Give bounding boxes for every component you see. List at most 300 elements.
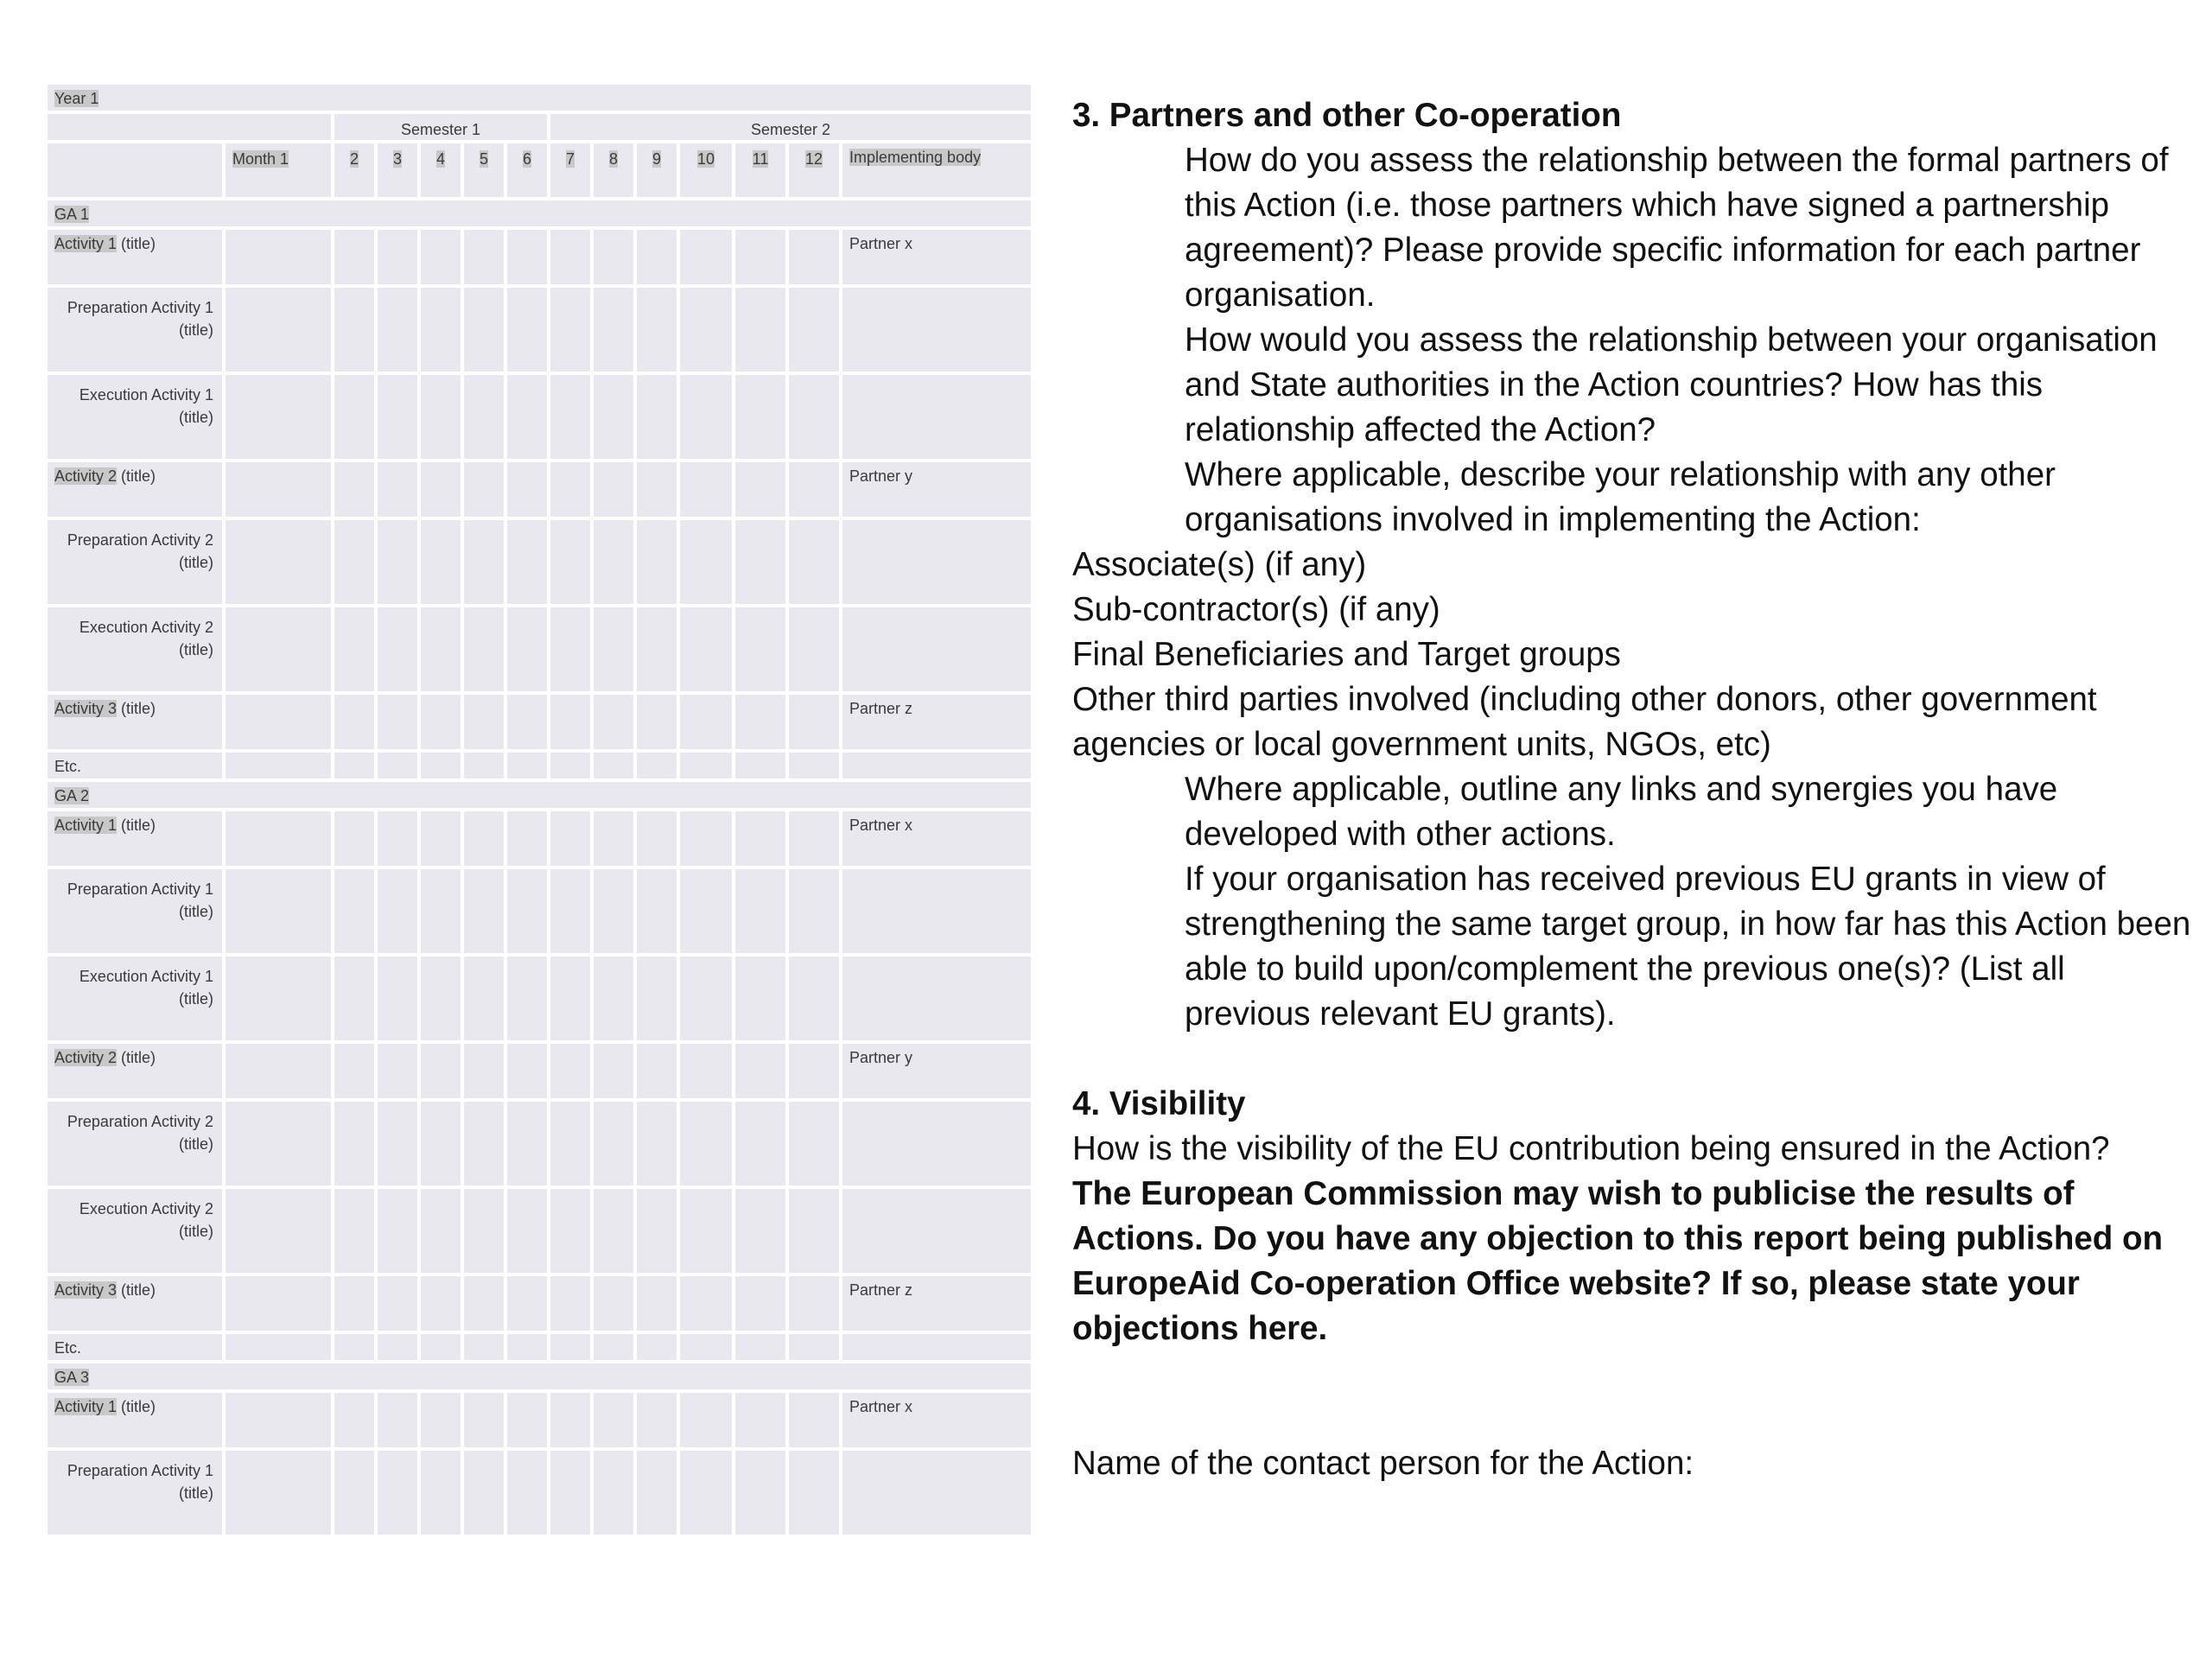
month-cell — [376, 373, 419, 461]
month-cell — [635, 1042, 678, 1100]
month-cell — [592, 693, 635, 751]
month-cell — [787, 1100, 841, 1187]
month-header-cell — [376, 142, 419, 199]
month-cell — [376, 1449, 419, 1536]
question-previous-grants: If your organisation has received previous EU grants in view of strengthening the same target group, in how far has this Action been able to build upon/complement the previous one(s)? (List all previous relevant EU grants). — [1185, 861, 2191, 1033]
sub-activity-cell — [46, 1187, 224, 1274]
month-cell — [376, 751, 419, 780]
month-cell — [592, 955, 635, 1042]
month-cell — [549, 1274, 592, 1332]
month-cell — [419, 1391, 462, 1449]
month-cell — [419, 518, 462, 606]
month-cell — [592, 868, 635, 955]
month-cell — [635, 286, 678, 373]
month-cell — [224, 228, 333, 286]
month-cell — [505, 1187, 549, 1274]
question-partners: How do you assess the relationship between the formal partners of this Action (i.e. those partners which have signed a partnership agreement)? Please provide specific information for each partner organisation. — [1185, 142, 2169, 314]
activity-title-cell — [46, 693, 224, 751]
month-cell — [419, 373, 462, 461]
month-cell — [505, 751, 549, 780]
month-cell — [635, 228, 678, 286]
month-cell — [505, 1042, 549, 1100]
month-header-cell — [678, 142, 734, 199]
month-cell — [376, 810, 419, 868]
activity-title: (title) — [117, 817, 156, 834]
month-cell — [505, 1391, 549, 1449]
year-row — [46, 83, 1033, 112]
month-label: 7 — [565, 150, 575, 168]
month-cell — [376, 1332, 419, 1362]
activity-row — [46, 461, 1033, 518]
month-cell — [787, 228, 841, 286]
month-cell — [549, 1100, 592, 1187]
month-cell — [333, 1391, 376, 1449]
month-cell — [635, 693, 678, 751]
month-cell — [549, 1449, 592, 1536]
implementing-body-cell — [841, 1042, 1033, 1100]
month-cell — [376, 693, 419, 751]
group-label: GA 3 — [54, 1369, 90, 1386]
month-cell — [549, 751, 592, 780]
month-cell — [592, 461, 635, 518]
activity-row — [46, 1042, 1033, 1100]
month-header-cell — [333, 142, 376, 199]
month-cell — [419, 810, 462, 868]
month-cell — [678, 868, 734, 955]
group-label: GA 1 — [54, 206, 90, 223]
etc-row — [46, 751, 1033, 780]
implementing-body-cell — [841, 518, 1033, 606]
month-label: 9 — [652, 150, 661, 168]
month-cell — [635, 518, 678, 606]
month-header-cell — [787, 142, 841, 199]
sub-activity-row — [46, 955, 1033, 1042]
month-cell — [333, 606, 376, 693]
activity-title: (title) — [117, 467, 156, 485]
month-cell — [734, 606, 787, 693]
month-cell — [787, 461, 841, 518]
section-3-title: 3. Partners and other Co-operation — [1072, 97, 1622, 134]
implementing-body-cell — [841, 955, 1033, 1042]
month-cell — [787, 751, 841, 780]
month-cell — [333, 286, 376, 373]
month-cell — [592, 1391, 635, 1449]
partner-label: Partner y — [849, 467, 913, 485]
implementing-body-cell — [841, 228, 1033, 286]
month-cell — [635, 1187, 678, 1274]
month-cell — [505, 606, 549, 693]
month-cell — [734, 868, 787, 955]
month-cell — [376, 1187, 419, 1274]
month-cell — [678, 1332, 734, 1362]
month-cell — [635, 955, 678, 1042]
sub-activity-label: Execution Activity 1 (title) — [79, 968, 213, 1007]
partner-label: Partner z — [849, 700, 913, 717]
month-label: Month 1 — [232, 150, 289, 168]
month-cell — [787, 1332, 841, 1362]
month-cell — [462, 1274, 505, 1332]
activity-title: (title) — [117, 1398, 156, 1415]
gantt-body — [46, 83, 1033, 1536]
section-4-title: 4. Visibility — [1072, 1085, 1246, 1122]
sub-activity-cell — [46, 606, 224, 693]
partner-label: Partner x — [849, 235, 913, 252]
implementing-body-cell — [841, 461, 1033, 518]
month-cell — [678, 286, 734, 373]
month-cell — [419, 751, 462, 780]
month-cell — [549, 518, 592, 606]
month-cell — [592, 1274, 635, 1332]
month-cell — [678, 810, 734, 868]
month-cell — [549, 461, 592, 518]
month-cell — [787, 1042, 841, 1100]
month-cell — [592, 1042, 635, 1100]
sub-activity-label: Preparation Activity 2 (title) — [67, 531, 213, 571]
month-cell — [505, 868, 549, 955]
month-cell — [678, 373, 734, 461]
year-cell — [46, 83, 1033, 112]
month-cell — [224, 1100, 333, 1187]
month-label: 12 — [804, 150, 823, 168]
month-header-cell — [549, 142, 592, 199]
month-cell — [592, 751, 635, 780]
month-cell — [376, 228, 419, 286]
month-cell — [734, 1332, 787, 1362]
month-cell — [592, 373, 635, 461]
month-cell — [549, 693, 592, 751]
month-cell — [635, 606, 678, 693]
month-cell — [462, 868, 505, 955]
month-cell — [376, 518, 419, 606]
activity-title: (title) — [117, 1281, 156, 1299]
month-label: 4 — [435, 150, 445, 168]
month-cell — [549, 1332, 592, 1362]
month-cell — [678, 1274, 734, 1332]
month-label: 10 — [696, 150, 715, 168]
semester-2-cell — [549, 112, 1033, 142]
month-cell — [734, 286, 787, 373]
month-cell — [635, 373, 678, 461]
implementing-body-cell — [841, 1274, 1033, 1332]
month-cell — [678, 1391, 734, 1449]
month-cell — [376, 955, 419, 1042]
month-cell — [549, 868, 592, 955]
month-header-cell — [635, 142, 678, 199]
report-text — [1072, 93, 2196, 1486]
month-cell — [635, 1274, 678, 1332]
month-cell — [505, 955, 549, 1042]
month-cell — [678, 228, 734, 286]
etc-cell — [46, 751, 224, 780]
activity-title-cell — [46, 1274, 224, 1332]
month-cell — [678, 955, 734, 1042]
month-cell — [734, 1042, 787, 1100]
month-cell — [505, 1274, 549, 1332]
month-cell — [462, 373, 505, 461]
month-cell — [462, 1391, 505, 1449]
month-cell — [787, 1187, 841, 1274]
month-cell — [787, 518, 841, 606]
implementing-body-cell — [841, 751, 1033, 780]
sub-activity-cell — [46, 868, 224, 955]
month-cell — [734, 810, 787, 868]
month-cell — [224, 1042, 333, 1100]
activity-title: (title) — [117, 700, 156, 717]
sub-activity-label: Preparation Activity 1 (title) — [67, 299, 213, 339]
month-cell — [787, 1274, 841, 1332]
month-cell — [419, 955, 462, 1042]
activity-number: Activity 2 — [54, 467, 118, 485]
month-cell — [462, 751, 505, 780]
month-cell — [333, 693, 376, 751]
sub-activity-row — [46, 1187, 1033, 1274]
month-cell — [505, 810, 549, 868]
month-cell — [549, 1187, 592, 1274]
month-cell — [678, 606, 734, 693]
activity-number: Activity 3 — [54, 1281, 118, 1299]
month-cell — [549, 1042, 592, 1100]
activity-title: (title) — [117, 1049, 156, 1066]
implementing-body-cell — [841, 373, 1033, 461]
month-cell — [419, 286, 462, 373]
month-cell — [224, 868, 333, 955]
month-cell — [333, 1332, 376, 1362]
month-cell — [678, 1187, 734, 1274]
sub-activity-cell — [46, 286, 224, 373]
list-item-beneficiaries: Final Beneficiaries and Target groups — [1072, 636, 1621, 673]
activity-number: Activity 3 — [54, 700, 118, 717]
month-cell — [462, 693, 505, 751]
month-cell — [376, 1100, 419, 1187]
month-cell — [635, 461, 678, 518]
sub-activity-row — [46, 1449, 1033, 1536]
group-row — [46, 199, 1033, 228]
activity-number: Activity 1 — [54, 817, 118, 834]
month-cell — [505, 1100, 549, 1187]
semester-row — [46, 112, 1033, 142]
month-cell — [635, 751, 678, 780]
month-cell — [419, 1187, 462, 1274]
month-cell — [678, 751, 734, 780]
month-cell — [376, 1274, 419, 1332]
implementing-body-cell — [841, 1391, 1033, 1449]
month-cell — [224, 518, 333, 606]
implementing-body-label: Implementing body — [849, 149, 982, 166]
etc-cell — [46, 1332, 224, 1362]
implementing-body-header — [841, 142, 1033, 199]
month-cell — [787, 606, 841, 693]
month-cell — [592, 286, 635, 373]
month-cell — [592, 1449, 635, 1536]
blank-cell — [46, 112, 333, 142]
month-cell — [734, 693, 787, 751]
activity-title-cell — [46, 228, 224, 286]
month-cell — [549, 810, 592, 868]
etc-label: Etc. — [54, 758, 82, 775]
month-cell — [734, 1187, 787, 1274]
blank-cell — [46, 142, 224, 199]
month-cell — [549, 606, 592, 693]
month-cell — [549, 955, 592, 1042]
month-cell — [734, 1391, 787, 1449]
month-cell — [333, 1187, 376, 1274]
month-cell — [419, 228, 462, 286]
activity-number: Activity 2 — [54, 1049, 118, 1066]
month-header-cell — [462, 142, 505, 199]
sub-activity-label: Preparation Activity 1 (title) — [67, 1462, 213, 1502]
month-header-cell — [419, 142, 462, 199]
group-row — [46, 780, 1033, 810]
month-cell — [592, 228, 635, 286]
sub-activity-cell — [46, 373, 224, 461]
month-cell — [376, 286, 419, 373]
month-cell — [462, 228, 505, 286]
month-cell — [635, 1391, 678, 1449]
sub-activity-label: Execution Activity 2 (title) — [79, 619, 213, 658]
group-cell — [46, 780, 1033, 810]
month-cell — [505, 373, 549, 461]
month-cell — [734, 228, 787, 286]
month-label: 11 — [752, 150, 769, 168]
month-cell — [462, 810, 505, 868]
implementing-body-cell — [841, 606, 1033, 693]
month-cell — [787, 810, 841, 868]
month-cell — [505, 693, 549, 751]
month-cell — [787, 868, 841, 955]
month-cell — [734, 1274, 787, 1332]
activity-title-cell — [46, 461, 224, 518]
month-header-cell — [224, 142, 333, 199]
month-cell — [224, 606, 333, 693]
implementing-body-cell — [841, 1449, 1033, 1536]
etc-row — [46, 1332, 1033, 1362]
sub-activity-row — [46, 606, 1033, 693]
month-cell — [678, 1100, 734, 1187]
month-cell — [549, 286, 592, 373]
month-cell — [462, 518, 505, 606]
month-cell — [333, 955, 376, 1042]
month-cell — [592, 1332, 635, 1362]
month-cell — [419, 1274, 462, 1332]
activity-title: (title) — [117, 235, 156, 252]
month-cell — [505, 1332, 549, 1362]
month-cell — [592, 1187, 635, 1274]
month-cell — [734, 461, 787, 518]
month-cell — [224, 1187, 333, 1274]
month-header-row — [46, 142, 1033, 199]
month-cell — [333, 751, 376, 780]
activity-row — [46, 1274, 1033, 1332]
sub-activity-row — [46, 868, 1033, 955]
month-header-cell — [592, 142, 635, 199]
question-other-organisations: Where applicable, describe your relationship with any other organisations involved in implementing the Action: — [1185, 456, 2056, 538]
month-header-cell — [505, 142, 549, 199]
publication-note: The European Commission may wish to publicise the results of Actions. Do you have any objection to this report being published on EuropeAid Co-operation Office website? If so, please state your objections here. — [1072, 1175, 2164, 1347]
partner-label: Partner y — [849, 1049, 913, 1066]
month-label: 5 — [479, 150, 488, 168]
month-cell — [505, 1449, 549, 1536]
month-cell — [678, 693, 734, 751]
month-cell — [333, 1274, 376, 1332]
month-cell — [376, 868, 419, 955]
month-cell — [333, 810, 376, 868]
month-cell — [419, 1332, 462, 1362]
question-synergies: Where applicable, outline any links and synergies you have developed with other actions. — [1185, 771, 2058, 853]
month-cell — [419, 868, 462, 955]
month-cell — [224, 693, 333, 751]
month-cell — [592, 606, 635, 693]
month-header-cell — [734, 142, 787, 199]
month-cell — [734, 1100, 787, 1187]
sub-activity-cell — [46, 518, 224, 606]
sub-activity-cell — [46, 955, 224, 1042]
partner-label: Partner x — [849, 1398, 913, 1415]
sub-activity-label: Preparation Activity 1 (title) — [67, 880, 213, 920]
month-cell — [224, 373, 333, 461]
implementing-body-cell — [841, 810, 1033, 868]
month-label: 6 — [522, 150, 531, 168]
month-cell — [419, 1042, 462, 1100]
activity-number: Activity 1 — [54, 235, 118, 252]
activity-row — [46, 810, 1033, 868]
month-cell — [734, 751, 787, 780]
month-cell — [462, 1100, 505, 1187]
partner-label: Partner x — [849, 817, 913, 834]
month-label: 8 — [608, 150, 618, 168]
gantt-table — [44, 81, 1034, 1538]
activity-row — [46, 1391, 1033, 1449]
implementing-body-cell — [841, 286, 1033, 373]
implementing-body-cell — [841, 1100, 1033, 1187]
month-cell — [419, 1100, 462, 1187]
month-cell — [787, 955, 841, 1042]
month-cell — [224, 286, 333, 373]
list-item-third-parties: Other third parties involved (including other donors, other government agencies or local government units, NGOs, etc) — [1072, 681, 2097, 763]
implementing-body-cell — [841, 693, 1033, 751]
month-cell — [224, 1332, 333, 1362]
semester-2-label: Semester 2 — [751, 121, 831, 138]
month-cell — [376, 1391, 419, 1449]
sub-activity-cell — [46, 1449, 224, 1536]
sub-activity-cell — [46, 1100, 224, 1187]
month-cell — [224, 1449, 333, 1536]
month-cell — [678, 1042, 734, 1100]
month-cell — [224, 461, 333, 518]
month-cell — [462, 1187, 505, 1274]
month-cell — [787, 1449, 841, 1536]
contact-person-label: Name of the contact person for the Action: — [1072, 1445, 1694, 1482]
month-cell — [635, 1100, 678, 1187]
month-cell — [333, 1042, 376, 1100]
sub-activity-row — [46, 286, 1033, 373]
month-cell — [376, 461, 419, 518]
list-item-associates: Associate(s) (if any) — [1072, 546, 1367, 583]
month-cell — [462, 1042, 505, 1100]
month-cell — [787, 373, 841, 461]
sub-activity-row — [46, 1100, 1033, 1187]
spacer — [1072, 1037, 2196, 1082]
month-cell — [592, 1100, 635, 1187]
month-cell — [224, 1391, 333, 1449]
semester-1-cell — [333, 112, 549, 142]
activity-number: Activity 1 — [54, 1398, 118, 1415]
implementing-body-cell — [841, 868, 1033, 955]
group-row — [46, 1362, 1033, 1391]
month-cell — [734, 518, 787, 606]
month-cell — [333, 1449, 376, 1536]
month-cell — [333, 1100, 376, 1187]
list-item-subcontractors: Sub-contractor(s) (if any) — [1072, 591, 1440, 628]
